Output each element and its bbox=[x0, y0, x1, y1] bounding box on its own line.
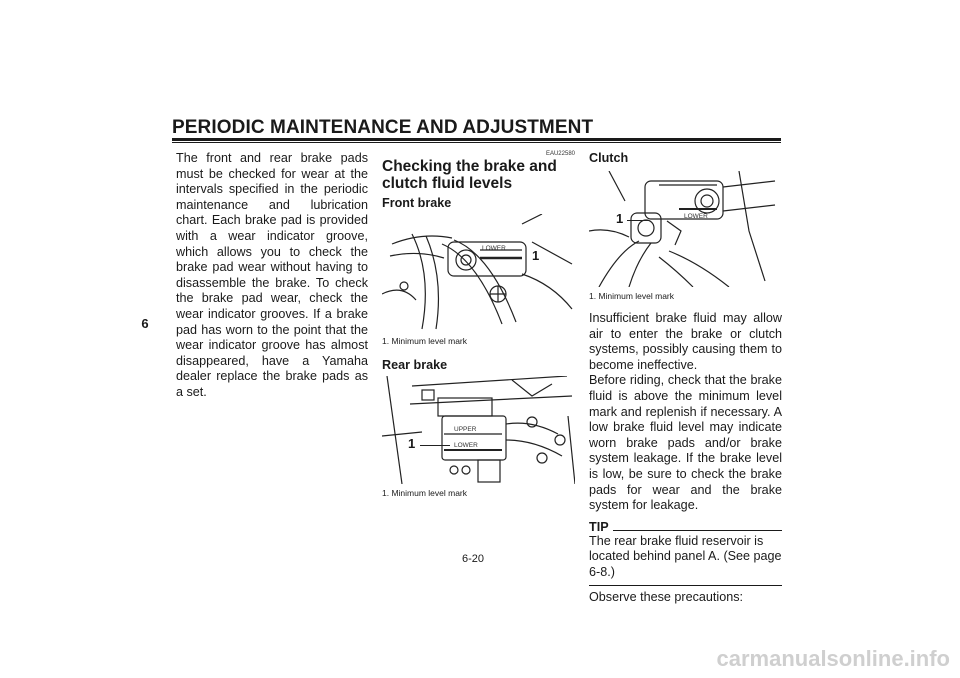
rear-brake-leader-line bbox=[420, 445, 450, 446]
front-brake-heading: Front brake bbox=[382, 196, 452, 210]
watermark: carmanualsonline.info bbox=[716, 646, 950, 671]
rear-brake-callout: 1 bbox=[408, 436, 416, 451]
tip-text: The rear brake fluid reservoir is located behind panel A. (See page 6-8.) bbox=[589, 533, 782, 579]
tip-label: TIP bbox=[589, 519, 609, 534]
front-brake-caption: 1. Minimum level mark bbox=[382, 336, 468, 346]
column-middle bbox=[382, 151, 575, 498]
rear-brake-caption: 1. Minimum level mark bbox=[382, 488, 468, 498]
clutch-illustration bbox=[589, 171, 782, 287]
front-brake-figure bbox=[382, 214, 575, 332]
rear-brake-heading: Rear brake bbox=[382, 358, 448, 372]
intro-paragraph: The front and rear brake pads must be checked for wear at the intervals specified in the periodic maintenance and lubrication chart. Each brake pad is provided with a wear indicator groove, which allows you to check the brake pad wear without having to disassemble the brake. To check the brake pad wear, check the wear indicator grooves. If a brake pad has worn to the point that the wear indicator groove has almost disappeared, have a Yamaha dealer replace the brake pads as a set. bbox=[176, 151, 368, 399]
rear-brake-figure bbox=[382, 376, 575, 484]
header-rule-thin bbox=[172, 142, 781, 143]
chapter-tab: 6 bbox=[141, 316, 149, 331]
paragraph-air: Insufficient brake fluid may allow air to enter the brake or clutch systems, possibly causing them to become ineffective. bbox=[589, 311, 782, 372]
column-left bbox=[176, 151, 368, 401]
tip-rule bbox=[613, 530, 782, 531]
section-code: EAU22580 bbox=[545, 151, 575, 157]
page-number: 6-20 bbox=[462, 553, 485, 565]
clutch-figure bbox=[589, 171, 782, 287]
column-right bbox=[589, 151, 782, 605]
rear-brake-upper-label: UPPER bbox=[454, 426, 477, 433]
paragraph-check: Before riding, check that the brake fluid is above the minimum level mark and replenish if necessary. A low brake fluid level may indicate worn brake pads and/or brake system leakage. If the brake level is low, be sure to check the brake pads for wear and the brake system for leakage. bbox=[589, 373, 782, 513]
clutch-caption: 1. Minimum level mark bbox=[589, 291, 675, 301]
clutch-callout: 1 bbox=[616, 211, 624, 226]
front-brake-lower-label: LOWER bbox=[482, 245, 506, 252]
clutch-heading: Clutch bbox=[589, 151, 629, 165]
header-rule bbox=[172, 138, 781, 141]
clutch-leader-line bbox=[627, 220, 649, 221]
front-brake-callout: 1 bbox=[532, 248, 540, 263]
closing-line: Observe these precautions: bbox=[589, 589, 744, 604]
clutch-lower-label: LOWER bbox=[684, 213, 708, 220]
rear-brake-lower-label: LOWER bbox=[454, 442, 478, 449]
page-title: PERIODIC MAINTENANCE AND ADJUSTMENT bbox=[172, 117, 594, 138]
front-brake-illustration bbox=[382, 214, 575, 332]
rear-brake-illustration bbox=[382, 376, 575, 484]
tip-heading bbox=[589, 520, 782, 534]
tip-box bbox=[589, 534, 782, 586]
section-heading: Checking the brake and clutch fluid levels bbox=[382, 158, 557, 192]
